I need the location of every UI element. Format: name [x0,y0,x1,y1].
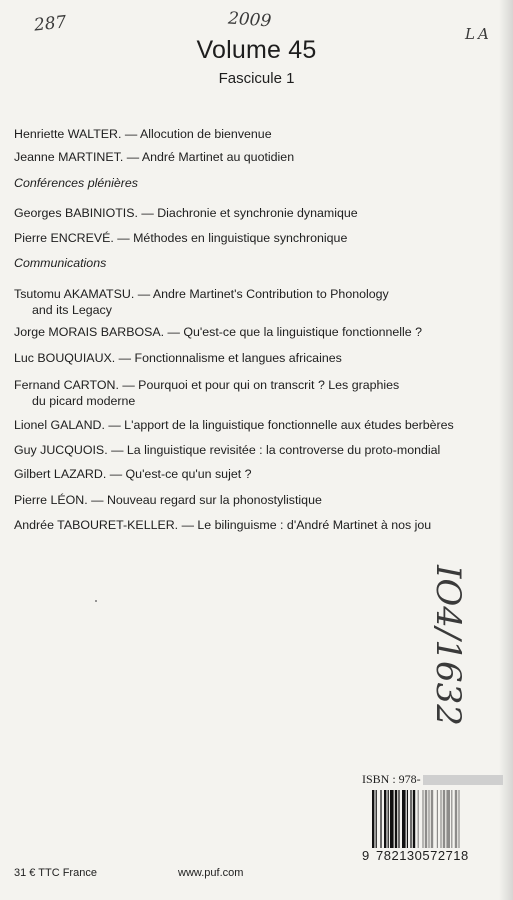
paper-speck [95,600,97,602]
toc-entry [14,492,494,508]
toc-line: Andrée TABOURET-KELLER. — Le bilinguisme : d'André Martinet à nos jou [14,518,432,532]
handwritten-note-top-left: 287 [33,12,68,36]
page-edge-shadow [499,0,513,900]
toc-entry [14,205,494,221]
toc-line-continued: and its Legacy [32,303,112,317]
toc-line: Gilbert LAZARD. — Qu'est-ce qu'un sujet ? [14,467,252,481]
handwritten-note-top-right: LA [465,25,492,43]
toc-entry [14,230,494,246]
barcode-first-digit: 9 [362,848,370,863]
toc-entry [14,466,494,482]
handwritten-call-number-text: IO4/1632 [428,565,468,726]
barcode-digits: 782130572718 [376,848,469,863]
toc-line: Pierre ENCREVÉ. — Méthodes en linguistique synchronique [14,231,348,245]
toc-entry [14,442,494,458]
toc-line: Georges BABINIOTIS. — Diachronie et synchronie dynamique [14,206,358,220]
handwritten-year: 2009 [227,8,272,32]
toc-entry [14,517,494,533]
toc-entry [14,417,494,433]
toc-entry [14,377,494,409]
toc-entry [14,350,494,366]
fascicule-title: Fascicule 1 [218,70,295,87]
volume-title: Volume 45 [196,36,317,64]
publisher-website[interactable]: www.puf.com [178,867,244,879]
toc-line: Tsutomu AKAMATSU. — Andre Martinet's Contribution to Phonology [14,287,389,301]
toc-section-heading [14,256,106,270]
toc-entry [14,286,494,318]
toc-line: Jorge MORAIS BARBOSA. — Qu'est-ce que la linguistique fonctionnelle ? [14,325,423,339]
price-label: 31 € TTC France [14,867,97,879]
toc-line: Guy JUCQUOIS. — La linguistique revisitée : la controverse du proto-mondial [14,443,441,457]
toc-line: Conférences plénières [14,176,138,190]
isbn-label: ISBN : 978- [362,772,421,786]
toc-entry [14,324,494,340]
toc-line: Pierre LÉON. — Nouveau regard sur la phonostylistique [14,493,322,507]
toc-entry [14,126,494,142]
toc-section-heading [14,176,138,190]
toc-line: Jeanne MARTINET. — André Martinet au quotidien [14,150,295,164]
toc-line-continued: du picard moderne [32,394,136,408]
toc-line: Lionel GALAND. — L'apport de la linguistique fonctionnelle aux études berbères [14,418,454,432]
barcode-icon [372,790,502,848]
isbn-line [362,772,503,787]
toc-line: Henriette WALTER. — Allocution de bienvenue [14,127,272,141]
toc-line: Communications [14,256,107,270]
toc-line: Luc BOUQUIAUX. — Fonctionnalisme et langues africaines [14,351,342,365]
isbn-smudge [423,775,503,785]
toc-line: Fernand CARTON. — Pourquoi et pour qui on transcrit ? Les graphies [14,378,400,392]
toc-entry [14,149,494,165]
